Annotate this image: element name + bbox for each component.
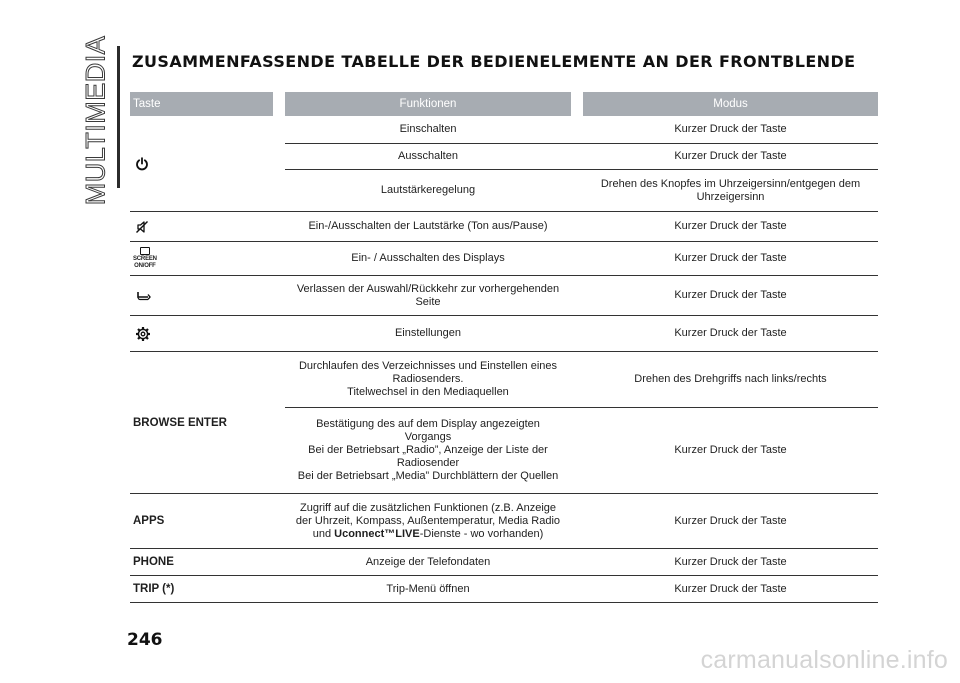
key-cell-apps: APPS [133, 515, 165, 527]
function-line: Bestätigung des auf dem Display angezeigten [316, 418, 540, 430]
mode-cell: Kurzer Druck der Taste [674, 444, 787, 456]
function-cell [285, 352, 571, 407]
function-cell: Ausschalten [398, 150, 458, 162]
function-line: Durchlaufen des Verzeichnisses und Einstellen eines [298, 360, 558, 372]
mode-cell: Kurzer Druck der Taste [674, 582, 787, 595]
function-line: Titelwechsel in den Mediaquellen [347, 386, 509, 398]
screen-icon-text-2: ON/OFF [134, 263, 156, 269]
table-row-phone [130, 549, 878, 576]
table-row-back [130, 276, 878, 316]
table-row-settings [130, 316, 878, 352]
function-line: Bei der Betriebsart „Radio”, Anzeige der Liste der [308, 444, 548, 456]
table-header [130, 92, 878, 116]
function-text: -Dienste - wo vorhanden) [419, 527, 544, 540]
key-cell-phone: PHONE [133, 556, 174, 568]
power-icon [135, 157, 149, 171]
page-number: 246 [127, 630, 163, 650]
mode-cell: Kurzer Druck der Taste [674, 555, 787, 568]
function-line: Bei der Betriebsart „Media” Durchblättern der Quellen [297, 470, 559, 482]
section-side-rule [117, 46, 120, 188]
function-cell [285, 408, 571, 493]
function-cell: Ein- / Ausschalten des Displays [351, 252, 505, 264]
table-subrow [285, 116, 878, 144]
header-mode: Modus [583, 92, 878, 116]
function-cell: Einstellungen [394, 327, 462, 339]
table-subrow [285, 170, 878, 212]
function-text: und [312, 527, 335, 540]
mode-cell: Kurzer Druck der Taste [674, 327, 787, 339]
mode-cell: Kurzer Druck der Taste [674, 252, 787, 264]
mode-cell: Drehen des Knopfes im Uhrzeigersinn/entgegen dem Uhrzeigersinn [600, 177, 861, 203]
key-cell-power [130, 116, 285, 212]
watermark: carmanualsonline.info [700, 646, 948, 674]
function-cell: Trip-Menü öffnen [386, 582, 470, 595]
key-cell-trip: TRIP (*) [133, 583, 175, 595]
key-cell-mute [130, 212, 285, 241]
function-cell: Ein-/Ausschalten der Lautstärke (Ton aus/Pause) [308, 220, 548, 232]
key-cell-browse-enter: BROWSE ENTER [130, 352, 285, 494]
function-cell: Einschalten [399, 123, 457, 135]
table-row-mute [130, 212, 878, 242]
function-line: Vorgangs [404, 431, 452, 443]
function-line: Radiosenders. [392, 373, 464, 385]
mode-cell: Kurzer Druck der Taste [674, 123, 787, 135]
mode-cell: Kurzer Druck der Taste [674, 514, 787, 527]
table-row-screen [130, 242, 878, 276]
function-line [313, 528, 544, 541]
table-row-trip [130, 576, 878, 603]
section-side-label [78, 35, 114, 205]
gear-icon [135, 326, 151, 342]
table-subrow [285, 144, 878, 170]
controls-table [130, 92, 878, 603]
page-title: ZUSAMMENFASSENDE TABELLE DER BEDIENELEMENTE AN DER FRONTBLENDE [132, 52, 856, 71]
table-row-browse-enter [130, 352, 878, 494]
key-cell-screen [130, 242, 285, 275]
function-line: Radiosender [396, 457, 460, 469]
uconnect-live-label: Uconnect™LIVE [334, 527, 420, 540]
key-cell-back [130, 276, 285, 315]
screen-icon [133, 247, 157, 270]
function-line: der Uhrzeit, Kompass, Außentemperatur, Media Radio [295, 514, 561, 527]
key-cell-settings [130, 316, 285, 351]
section-side-label-text: MULTIMEDIA [80, 35, 111, 205]
function-line: Zugriff auf die zusätzlichen Funktionen (z.B. Anzeige [300, 501, 556, 514]
function-cell: Verlassen der Auswahl/Rückkehr zur vorhergehenden Seite [296, 282, 560, 308]
table-subrow [285, 408, 878, 494]
mode-cell: Drehen des Drehgriffs nach links/rechts [634, 373, 827, 385]
screen-icon-box [140, 247, 150, 255]
header-key: Taste [130, 92, 273, 116]
table-row-power [130, 116, 878, 212]
mode-cell: Kurzer Druck der Taste [674, 289, 787, 301]
table-row-apps [130, 494, 878, 549]
table-subrow [285, 352, 878, 408]
function-cell: Lautstärkeregelung [380, 184, 476, 196]
header-function: Funktionen [285, 92, 571, 116]
function-cell [285, 494, 571, 548]
mute-icon [135, 220, 149, 234]
screen-icon-text-1: SCREEN [133, 256, 157, 262]
function-cell: Anzeige der Telefondaten [365, 555, 491, 568]
mode-cell: Kurzer Druck der Taste [674, 150, 787, 162]
mode-cell: Kurzer Druck der Taste [674, 220, 787, 232]
back-icon [135, 290, 151, 302]
